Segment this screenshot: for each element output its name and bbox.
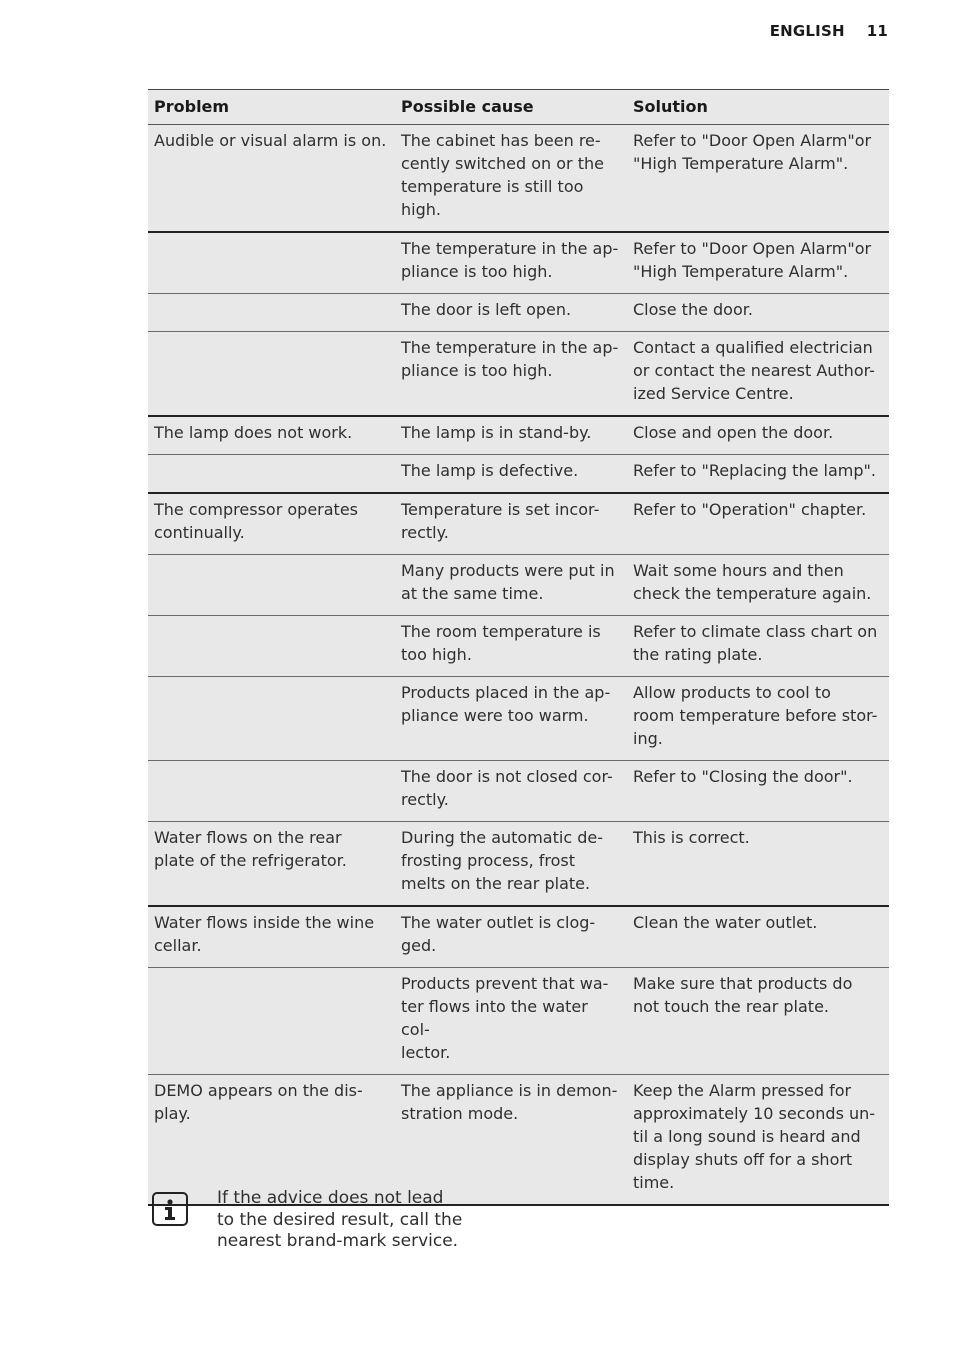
- cell-cause: The temperature in the ap- pliance is too high.: [395, 232, 627, 294]
- cell-problem: [148, 616, 395, 677]
- table-row: [148, 968, 889, 1075]
- cell-solution: Refer to "Door Open Alarm"or "High Temperature Alarm".: [627, 232, 889, 294]
- table-row: [148, 822, 889, 907]
- table-row: [148, 555, 889, 616]
- cell-solution: Contact a qualified electrician or contact the nearest Author- ized Service Centre.: [627, 332, 889, 417]
- table-row: [148, 1075, 889, 1206]
- header-language: ENGLISH: [769, 22, 845, 40]
- note-text: If the advice does not lead to the desired result, call the nearest brand-mark service.: [217, 1188, 463, 1251]
- cell-solution: Make sure that products do not touch the rear plate.: [627, 968, 889, 1075]
- cell-problem: [148, 294, 395, 332]
- table-header-row: [148, 90, 889, 125]
- cell-cause: The water outlet is clog- ged.: [395, 906, 627, 968]
- cell-solution: Refer to "Door Open Alarm"or "High Temperature Alarm".: [627, 125, 889, 233]
- table-row: [148, 232, 889, 294]
- cell-problem: The lamp does not work.: [148, 416, 395, 455]
- cell-problem: DEMO appears on the dis- play.: [148, 1075, 395, 1206]
- cell-cause: The door is left open.: [395, 294, 627, 332]
- cell-cause: During the automatic de- frosting process, frost melts on the rear plate.: [395, 822, 627, 907]
- cell-problem: The compressor operates continually.: [148, 493, 395, 555]
- table-row: [148, 677, 889, 761]
- cell-cause: The lamp is in stand-by.: [395, 416, 627, 455]
- table-row: [148, 616, 889, 677]
- troubleshooting-table: [148, 89, 889, 1206]
- cell-cause: Products prevent that wa- ter flows into the water col- lector.: [395, 968, 627, 1075]
- table-row: [148, 332, 889, 417]
- cell-solution: Close and open the door.: [627, 416, 889, 455]
- cell-solution: Refer to "Operation" chapter.: [627, 493, 889, 555]
- cell-problem: [148, 968, 395, 1075]
- cell-solution: Clean the water outlet.: [627, 906, 889, 968]
- header-solution: Solution: [627, 90, 889, 125]
- cell-solution: Allow products to cool to room temperature before stor- ing.: [627, 677, 889, 761]
- cell-cause: The room temperature is too high.: [395, 616, 627, 677]
- cell-cause: The door is not closed cor- rectly.: [395, 761, 627, 822]
- table-row: [148, 493, 889, 555]
- cell-problem: [148, 232, 395, 294]
- cell-solution: Refer to "Replacing the lamp".: [627, 455, 889, 494]
- table-row: [148, 761, 889, 822]
- cell-solution: Keep the Alarm pressed for approximately 10 seconds un- til a long sound is heard and display shuts off for a short time.: [627, 1075, 889, 1206]
- cell-problem: Water flows on the rear plate of the refrigerator.: [148, 822, 395, 907]
- cell-problem: [148, 761, 395, 822]
- table-row: [148, 416, 889, 455]
- cell-solution: Refer to climate class chart on the rating plate.: [627, 616, 889, 677]
- page-header: [770, 22, 888, 40]
- cell-solution: Close the door.: [627, 294, 889, 332]
- cell-cause: The appliance is in demon- stration mode.: [395, 1075, 627, 1206]
- cell-cause: The temperature in the ap- pliance is too high.: [395, 332, 627, 417]
- table-row: [148, 906, 889, 968]
- header-possible-cause: Possible cause: [395, 90, 627, 125]
- cell-solution: Wait some hours and then check the temperature again.: [627, 555, 889, 616]
- cell-solution: This is correct.: [627, 822, 889, 907]
- cell-problem: [148, 332, 395, 417]
- cell-problem: [148, 555, 395, 616]
- cell-cause: Many products were put in at the same time.: [395, 555, 627, 616]
- info-icon: [152, 1192, 188, 1226]
- table-row: [148, 294, 889, 332]
- cell-cause: The cabinet has been re- cently switched on or the temperature is still too high.: [395, 125, 627, 233]
- header-problem: Problem: [148, 90, 395, 125]
- cell-problem: Audible or visual alarm is on.: [148, 125, 395, 233]
- cell-problem: [148, 677, 395, 761]
- table-row: [148, 125, 889, 233]
- cell-cause: The lamp is defective.: [395, 455, 627, 494]
- cell-cause: Products placed in the ap- pliance were too warm.: [395, 677, 627, 761]
- cell-solution: Refer to "Closing the door".: [627, 761, 889, 822]
- page-number: 11: [866, 22, 888, 40]
- table-row: [148, 455, 889, 494]
- info-note: [152, 1188, 462, 1253]
- cell-problem: [148, 455, 395, 494]
- cell-problem: Water flows inside the wine cellar.: [148, 906, 395, 968]
- cell-cause: Temperature is set incor- rectly.: [395, 493, 627, 555]
